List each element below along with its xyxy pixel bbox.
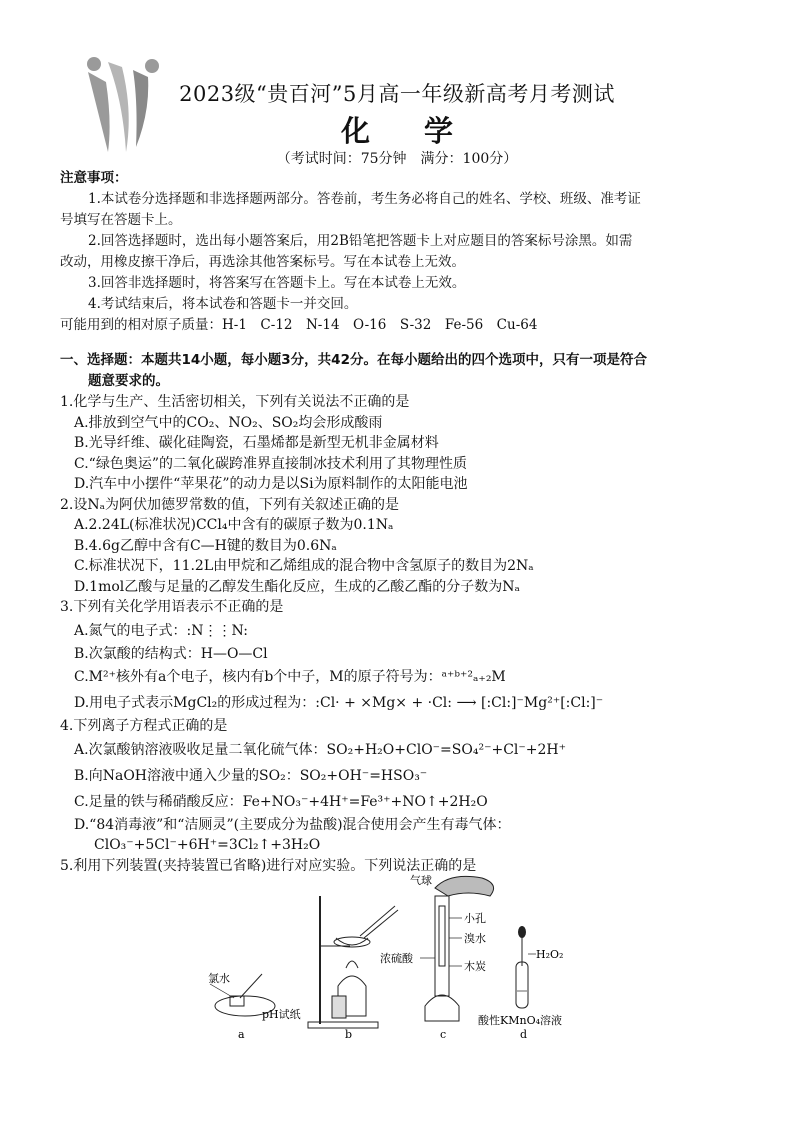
paper-body (60, 168, 750, 876)
option: C.标准状况下，11.2L由甲烷和乙烯组成的混合物中含氢原子的数目为2Nₐ (74, 558, 534, 574)
apparatus-figure (200, 866, 580, 1046)
option: A.次氯酸钠溶液吸收足量二氧化硫气体：SO₂+H₂O+ClO⁻=SO₄²⁻+Cl⁻+2H⁺ (74, 741, 567, 758)
notes-heading: 注意事项： (60, 170, 128, 186)
caption-d: d (520, 1028, 528, 1041)
caption-b: b (345, 1028, 353, 1041)
option: C.M²⁺核外有a个电子，核内有b个中子，M的原子符号为：ᵃ⁺ᵇ⁺²ₐ₊₂M (74, 669, 506, 685)
question-stem: 4.下列离子方程式正确的是 (60, 718, 228, 734)
note-item: 3.回答非选择题时，将答案写在答题卡上。写在本试卷上无效。 (88, 275, 466, 291)
caption-a: a (238, 1028, 245, 1041)
option: B.光导纤维、碳化硅陶瓷，石墨烯都是新型无机非金属材料 (74, 435, 439, 451)
note-item: 改动，用橡皮擦干净后，再选涂其他答案标号。写在本试卷上无效。 (60, 254, 465, 270)
option: B.向NaOH溶液中通入少量的SO₂：SO₂+OH⁻=HSO₃⁻ (74, 767, 428, 784)
apparatus-d (478, 926, 563, 1041)
label-h2o2: H₂O₂ (536, 948, 564, 961)
option: D.汽车中小摆件“苹果花”的动力是以Si为原料制作的太阳能电池 (74, 476, 468, 492)
apparatus-c (380, 873, 494, 1041)
label-balloon: 气球 (410, 874, 432, 887)
atomic-mass-line: 可能用到的相对原子质量：H-1 C-12 N-14 O-16 S-32 Fe-56 Cu-64 (60, 317, 538, 333)
note-item: 号填写在答题卡上。 (60, 212, 182, 228)
option-cont: ClO₃⁻+5Cl⁻+6H⁺=3Cl₂↑+3H₂O (94, 837, 321, 853)
subject-title: 化 学 (340, 114, 476, 148)
label-ph-paper: pH试纸 (262, 1008, 301, 1021)
option: D.“84消毒液”和“洁厕灵”(主要成分为盐酸)混合使用会产生有毒气体： (74, 816, 511, 833)
caption-c: c (440, 1028, 447, 1041)
note-item: 4.考试结束后，将本试卷和答题卡一并交回。 (88, 296, 358, 312)
section-heading (60, 350, 750, 392)
apparatus-b (308, 896, 398, 1041)
option: C.“绿色奥运”的二氧化碳跨准界直接制冰技术利用了其物理性质 (74, 455, 467, 472)
question-stem: 3.下列有关化学用语表示不正确的是 (60, 599, 284, 615)
option: D.用电子式表示MgCl₂的形成过程为：:Cl· + ×Mg× + ·Cl: ⟶ [:Cl:]⁻Mg²⁺[:Cl:]⁻ (74, 695, 604, 711)
note-item: 1.本试卷分选择题和非选择题两部分。答卷前，考生务必将自己的姓名、学校、班级、准考证 (88, 191, 641, 207)
exam-info: （考试时间：75分钟 满分：100分） (276, 151, 518, 167)
label-chlorine-water: 氯水 (208, 972, 230, 985)
option: D.1mol乙酸与足量的乙醇发生酯化反应，生成的乙酸乙酯的分子数为Nₐ (74, 578, 520, 595)
option: B.4.6g乙醇中含有C—H键的数目为0.6Nₐ (74, 537, 337, 554)
question-stem: 2.设Nₐ为阿伏加德罗常数的值，下列有关叙述正确的是 (60, 496, 400, 513)
note-item: 2.回答选择题时，选出每小题答案后，用2B铅笔把答题卡上对应题目的答案标号涂黑。如需 (88, 233, 633, 249)
question-stem: 5.利用下列装置(夹持装置已省略)进行对应实验。下列说法正确的是 (60, 857, 477, 874)
label-charcoal: 木炭 (464, 960, 486, 973)
option: C.足量的铁与稀硝酸反应：Fe+NO₃⁻+4H⁺=Fe³⁺+NO↑+2H₂O (74, 793, 488, 810)
option: A.2.24L(标准状况)CCl₄中含有的碳原子数为0.1Nₐ (74, 517, 394, 533)
exam-title: 2023级“贵百河”5月高一年级新高考月考测试 (179, 82, 615, 106)
option: B.次氯酸的结构式：H—O—Cl (74, 645, 268, 662)
label-bromine-water: 溴水 (464, 932, 486, 945)
label-kmno4: 酸性KMnO₄溶液 (478, 1014, 562, 1027)
apparatus-a (208, 971, 301, 1041)
option: A.氮气的电子式：:N⋮⋮N: (74, 622, 248, 639)
section-title: 一、选择题：本题共14小题，每小题3分，共42分。在每小题给出的四个选项中，只有一项是符合 (60, 352, 647, 368)
label-small-hole: 小孔 (464, 912, 486, 925)
label-conc-h2so4: 浓硫酸 (380, 952, 413, 965)
option: A.排放到空气中的CO₂、NO₂、SO₂均会形成酸雨 (74, 414, 383, 431)
section-title-cont: 题意要求的。 (88, 373, 169, 389)
question-stem: 1.化学与生产、生活密切相关，下列有关说法不正确的是 (60, 394, 410, 410)
